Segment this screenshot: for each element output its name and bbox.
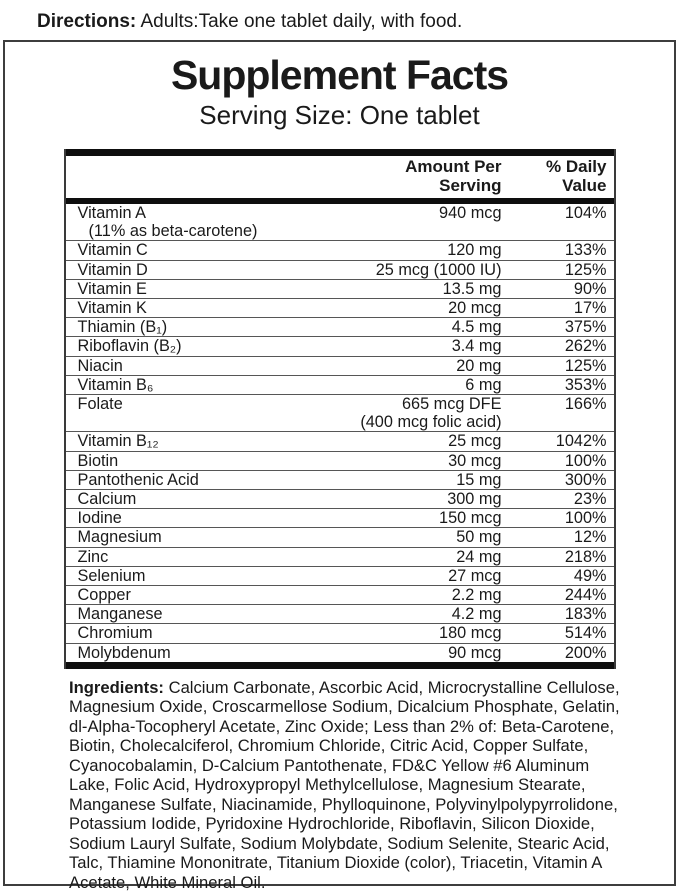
table-row xyxy=(66,643,614,662)
table-row xyxy=(66,279,614,298)
amount-value: 90 mcg xyxy=(448,643,502,662)
daily-value: 218% xyxy=(564,547,607,566)
table-row xyxy=(66,604,614,623)
ingredients-paragraph xyxy=(5,669,674,893)
table-row xyxy=(66,204,614,240)
daily-value: 133% xyxy=(564,241,607,260)
table-row xyxy=(66,431,614,450)
table-row xyxy=(66,451,614,470)
nutrient-name: Vitamin K xyxy=(77,299,147,318)
amount-note: (400 mcg folic acid) xyxy=(360,413,502,432)
daily-value: 200% xyxy=(564,643,607,662)
amount-value: 2.2 mg xyxy=(451,586,502,605)
nutrient-name: Niacin xyxy=(77,356,123,375)
table-top-bar xyxy=(66,149,614,156)
daily-value: 12% xyxy=(573,528,607,547)
header-amount-per-serving xyxy=(274,158,502,195)
nutrient-name: Vitamin B₁₂ xyxy=(77,432,159,451)
table-row xyxy=(66,470,614,489)
amount-value: 940 mcg xyxy=(439,204,502,222)
ingredients-label: Ingredients: xyxy=(69,677,164,697)
table-row xyxy=(66,547,614,566)
daily-value: 375% xyxy=(564,318,607,337)
table-row xyxy=(66,336,614,355)
amount-value: 120 mg xyxy=(447,241,502,260)
amount-value: 24 mg xyxy=(456,547,502,566)
facts-rows xyxy=(66,204,614,662)
table-row xyxy=(66,298,614,317)
daily-value: 100% xyxy=(564,451,607,470)
amount-value: 4.5 mg xyxy=(451,318,502,337)
amount-value: 30 mcg xyxy=(448,451,502,470)
table-row xyxy=(66,585,614,604)
amount-value: 300 mg xyxy=(447,490,502,509)
amount-value: 4.2 mg xyxy=(451,605,502,624)
amount-value: 665 mcg DFE xyxy=(401,395,502,414)
directions-text: Adults:Take one tablet daily, with food. xyxy=(136,11,463,32)
table-row xyxy=(66,489,614,508)
amount-value: 50 mg xyxy=(456,528,502,547)
daily-value: 1042% xyxy=(555,432,607,451)
daily-value: 125% xyxy=(564,260,607,279)
ingredients-text: Calcium Carbonate, Ascorbic Acid, Microcrystalline Cellulose, Magnesium Oxide, Croscarmellose Sodium, Dicalcium Phosphate, Gelatin, dl-Alpha-Tocopheryl Acetate, Zinc Oxide; Less than 2% of: Beta-Carotene, Biotin, Cholecalciferol, Chromium Chloride, Citric Acid, Copper Sulfate, Cyanocobalamin, D-Calcium Pantothenate, FD&C Yellow #6 Aluminum Lake, Folic Acid, Hydroxypropyl Methylcellulose, Magnesium Stearate, Manganese Sulfate, Niacinamide, Phylloquinone, Polyvinylpolypyrrolidone, Potassium Iodide, Pyridoxine Hydrochloride, Riboflavin, Silicon Dioxide, Sodium Lauryl Sulfate, Sodium Molybdate, Sodium Selenite, Stearic Acid, Talc, Thiamine Mononitrate, Titanium Dioxide (color), Triacetin, Vitamin A Acetate, White Mineral Oil. xyxy=(69,677,620,892)
header-amount-line1: Amount Per xyxy=(405,157,502,176)
table-row xyxy=(66,240,614,259)
daily-value: 17% xyxy=(573,299,607,318)
daily-value: 100% xyxy=(564,509,607,528)
daily-value: 262% xyxy=(564,337,607,356)
table-row xyxy=(66,394,614,431)
nutrient-name: Selenium xyxy=(77,566,146,585)
daily-value: 49% xyxy=(573,566,607,585)
directions-label: Directions: xyxy=(37,11,137,32)
nutrient-name: Vitamin B₆ xyxy=(77,375,154,394)
amount-value: 25 mcg xyxy=(448,432,502,451)
daily-value: 90% xyxy=(573,279,607,298)
table-row xyxy=(66,623,614,642)
daily-value: 183% xyxy=(564,605,607,624)
nutrient-name: Chromium xyxy=(77,624,153,643)
table-row xyxy=(66,260,614,279)
nutrient-name: Vitamin A xyxy=(77,204,146,222)
header-dv-line1: % Daily xyxy=(546,157,607,176)
nutrient-name: Vitamin E xyxy=(77,279,147,298)
amount-value: 27 mcg xyxy=(448,566,502,585)
amount-value: 3.4 mg xyxy=(451,337,502,356)
daily-value: 353% xyxy=(564,375,607,394)
nutrient-name: Iodine xyxy=(77,509,122,528)
table-row xyxy=(66,566,614,585)
amount-value: 13.5 mg xyxy=(442,279,502,298)
daily-value: 244% xyxy=(564,586,607,605)
amount-value: 25 mcg (1000 IU) xyxy=(375,260,502,279)
header-amount-line2: Serving xyxy=(439,175,502,195)
amount-value: 15 mg xyxy=(456,470,502,489)
nutrient-name: Riboflavin (B₂) xyxy=(77,337,182,356)
supplement-facts-panel xyxy=(3,40,676,892)
facts-header-row xyxy=(66,156,614,198)
daily-value: 125% xyxy=(564,356,607,375)
nutrient-note: (11% as beta-carotene) xyxy=(88,222,258,241)
amount-value: 180 mcg xyxy=(439,624,502,643)
daily-value: 514% xyxy=(564,624,607,643)
table-row xyxy=(66,508,614,527)
nutrient-name: Biotin xyxy=(77,451,119,470)
table-bottom-bar xyxy=(66,662,614,669)
table-row xyxy=(66,527,614,546)
nutrient-name: Calcium xyxy=(77,490,137,509)
serving-size: Serving Size: One tablet xyxy=(199,100,480,130)
daily-value: 300% xyxy=(564,470,607,489)
daily-value: 104% xyxy=(564,204,607,222)
nutrient-name: Thiamin (B₁) xyxy=(77,318,168,337)
amount-value: 20 mg xyxy=(456,356,502,375)
amount-value: 20 mcg xyxy=(448,299,502,318)
panel-title: Supplement Facts xyxy=(170,52,509,98)
nutrient-name: Vitamin C xyxy=(77,241,148,260)
table-row xyxy=(66,375,614,394)
nutrient-name: Pantothenic Acid xyxy=(77,470,199,489)
nutrient-name: Zinc xyxy=(77,547,109,566)
table-row xyxy=(66,356,614,375)
facts-table xyxy=(64,149,616,669)
nutrient-name: Molybdenum xyxy=(77,643,171,662)
header-dv-line2: Value xyxy=(562,175,607,195)
nutrient-name: Vitamin D xyxy=(77,260,148,279)
daily-value: 166% xyxy=(564,395,607,414)
amount-value: 150 mcg xyxy=(439,509,502,528)
table-row xyxy=(66,317,614,336)
nutrient-name: Folate xyxy=(77,395,123,414)
nutrient-name: Magnesium xyxy=(77,528,162,547)
nutrient-name: Manganese xyxy=(77,605,163,624)
directions-line xyxy=(0,0,679,35)
nutrient-name: Copper xyxy=(77,586,131,605)
daily-value: 23% xyxy=(573,490,607,509)
amount-value: 6 mg xyxy=(465,375,502,394)
header-percent-daily-value xyxy=(502,158,614,195)
